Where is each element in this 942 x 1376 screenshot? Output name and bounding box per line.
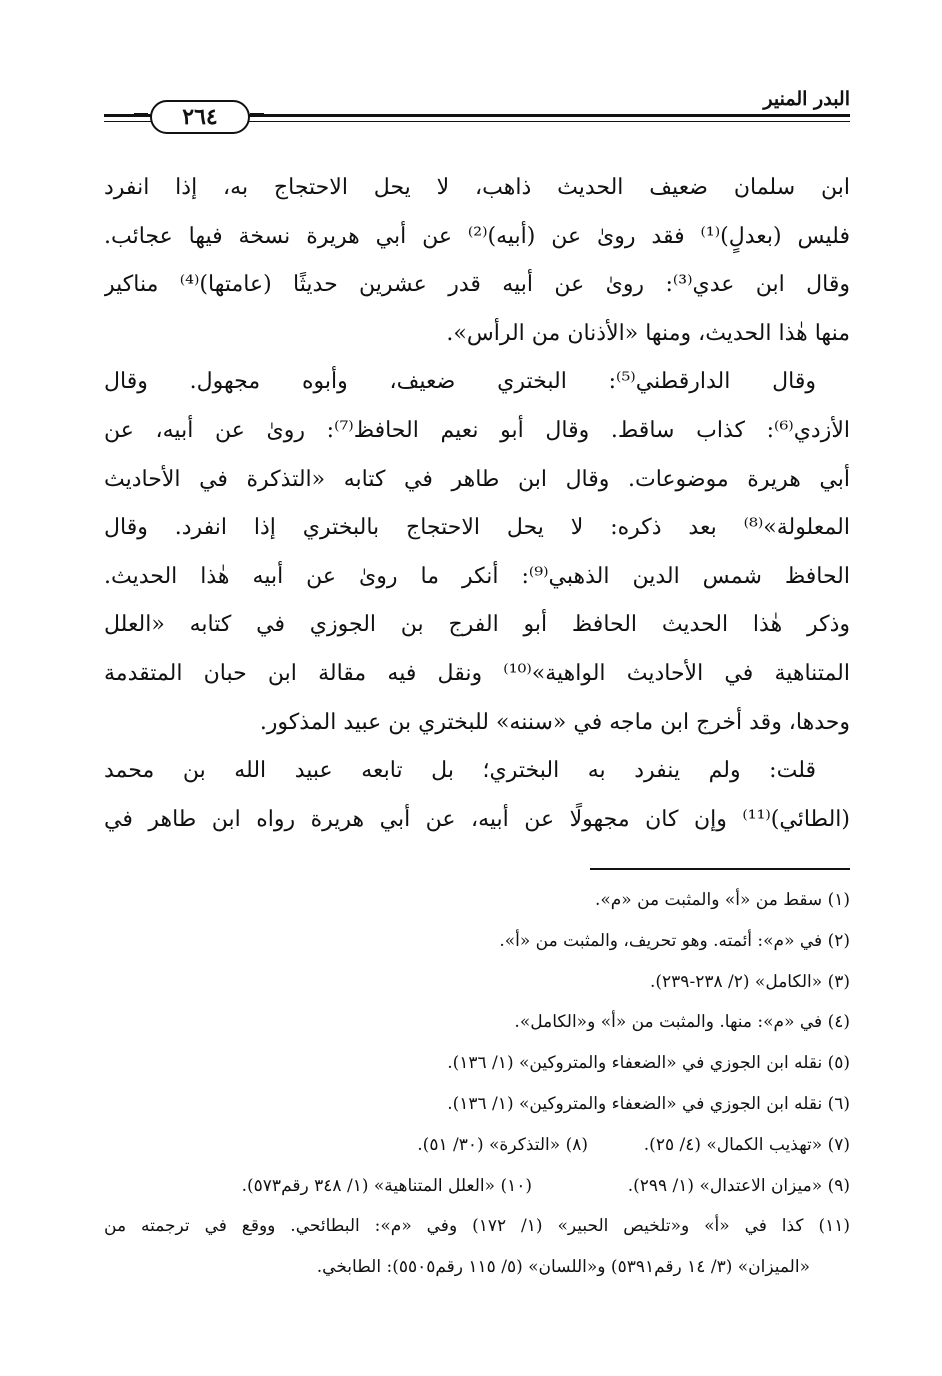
text-line: أبي هريرة موضوعات. وقال ابن طاهر في كتابه «التذكرة في الأحاديث — [104, 466, 850, 492]
text-line: قلت: ولم ينفرد به البختري؛ بل تابعه عبيد الله بن محمد — [104, 758, 816, 784]
page-number: ٢٦٤ — [150, 100, 250, 134]
footnote-6: (٦) نقله ابن الجوزي في «الضعفاء والمتروكين» (١/ ١٣٦). — [447, 1093, 850, 1114]
page-number-cap-left — [134, 113, 148, 116]
text-line: الحافظ شمس الدين الذهبي⁽⁹⁾: أنكر ما روىٰ عن أبيه هٰذا الحديث. — [104, 563, 850, 589]
footnote-row-7-8 — [104, 1125, 850, 1166]
footnote-3: (٣) «الكامل» (٢/ ٢٣٨-٢٣٩). — [650, 971, 850, 992]
text-line: (الطائي)⁽¹¹⁾ وإن كان مجهولًا عن أبيه، عن أبي هريرة رواه ابن طاهر في — [104, 806, 850, 832]
page-header — [104, 84, 850, 134]
footnote-2: (٢) في «م»: أئمته. وهو تحريف، والمثبت من «أ». — [499, 930, 850, 951]
footnote-8: (٨) «التذكرة» (٣٠/ ٥١). — [417, 1134, 588, 1155]
text-line: وقال الدارقطني⁽⁵⁾: البختري ضعيف، وأبوه مجهول. وقال — [104, 369, 816, 395]
text-line: فليس (بعدلٍ)⁽¹⁾ فقد روىٰ عن (أبيه)⁽²⁾ عن أبي هريرة نسخة فيها عجائب. — [104, 223, 850, 249]
footnote-9: (٩) «ميزان الاعتدال» (١/ ٢٩٩). — [627, 1175, 850, 1196]
footnote-4: (٤) في «م»: منها. والمثبت من «أ» و«الكامل». — [514, 1012, 850, 1033]
page-number-cap-right — [250, 113, 264, 116]
text-line: وقال ابن عدي⁽³⁾: روىٰ عن أبيه قدر عشرين حديثًا (عامتها)⁽⁴⁾ مناكير — [104, 272, 850, 298]
running-title: البدر المنير — [763, 88, 850, 110]
footnote-5: (٥) نقله ابن الجوزي في «الضعفاء والمتروكين» (١/ ١٣٦). — [447, 1053, 850, 1074]
text-line: وذكر هٰذا الحديث الحافظ أبو الفرج بن الجوزي في كتابه «العلل — [104, 612, 850, 638]
footnote-separator — [590, 868, 850, 870]
text-line: الأزدي⁽⁶⁾: كذاب ساقط. وقال أبو نعيم الحافظ⁽⁷⁾: روىٰ عن أبيه، عن — [104, 417, 850, 443]
main-text — [104, 164, 850, 844]
footnote-1: (١) سقط من «أ» والمثبت من «م». — [594, 890, 850, 910]
text-line: المتناهية في الأحاديث الواهية»⁽¹⁰⁾ ونقل فيه مقالة ابن حبان المتقدمة — [104, 660, 850, 686]
text-line: وحدها، وقد أخرج ابن ماجه في «سننه» للبختري بن عبيد المذكور. — [259, 709, 850, 735]
footnote-11-continued: «الميزان» (٣/ ١٤ رقم٥٣٩١) و«اللسان» (٥/ ١١٥ رقم٥٥٠٥): الطابخي. — [316, 1257, 810, 1278]
footnote-10: (١٠) «العلل المتناهية» (١/ ٣٤٨ رقم٥٧٣). — [241, 1175, 532, 1196]
text-line: منها هٰذا الحديث، ومنها «الأذنان من الرأس». — [446, 320, 850, 346]
footnote-row-9-10 — [104, 1166, 850, 1207]
footnote-11: (١١) كذا في «أ» و«تلخيص الحبير» (١/ ١٧٢) وفي «م»: البطائحي. ووقع في ترجمته من — [104, 1216, 850, 1237]
footnote-7: (٧) «تهذيب الكمال» (٤/ ٢٥). — [643, 1134, 850, 1155]
footnotes — [104, 880, 850, 1288]
text-line: المعلولة»⁽⁸⁾ بعد ذكره: لا يحل الاحتجاج بالبختري إذا انفرد. وقال — [104, 515, 850, 541]
text-line: ابن سلمان ضعيف الحديث ذاهب، لا يحل الاحتجاج به، إذا انفرد — [104, 175, 850, 200]
